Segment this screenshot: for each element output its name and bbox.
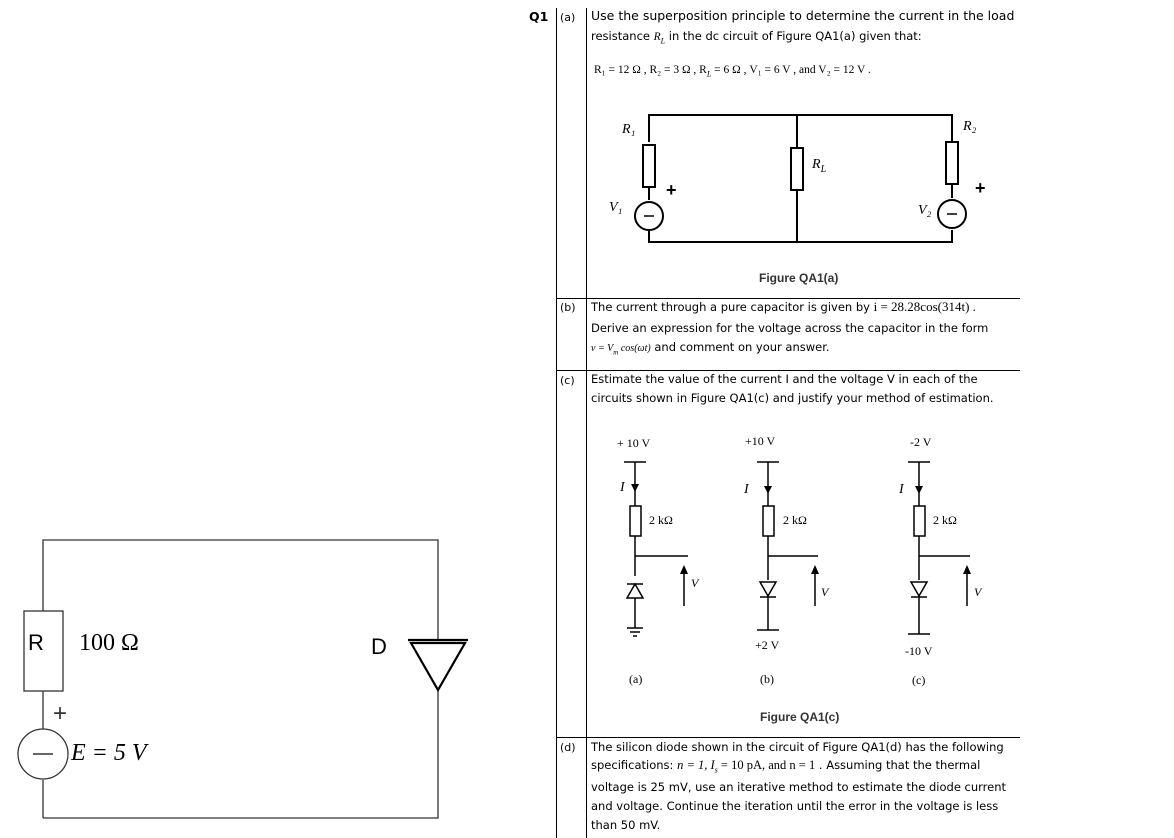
plus-sign-left: +: [666, 180, 677, 200]
question-number: Q1: [529, 9, 549, 24]
resistor-value: 100 Ω: [79, 630, 139, 656]
circuit-a-label: (a): [629, 672, 643, 686]
circuit-b-current: I: [744, 482, 749, 497]
voltage-form-sub: m: [613, 348, 619, 357]
circuit-c-supply: -2 V: [910, 435, 932, 449]
rl-symbol: R: [653, 31, 661, 43]
label-r2: R₂: [963, 119, 977, 134]
part-c-line1: Estimate the value of the current I and the voltage V in each of the: [591, 372, 978, 386]
circuit-b-label: (b): [760, 672, 774, 686]
part-d-label: (d): [560, 741, 576, 754]
label-v2: V₂: [918, 203, 932, 218]
plus-sign-right: +: [975, 178, 986, 198]
diode-spec-2: = 10 pA, and n = 1: [717, 758, 816, 772]
circuit-a-current: I: [620, 480, 625, 495]
part-d-line4: and voltage. Continue the iteration until the error in the voltage is less: [591, 799, 999, 813]
label-rl-sub: L: [820, 163, 827, 175]
label-r1: R₁: [622, 122, 636, 137]
part-b-line3-b: and comment on your answer.: [650, 340, 830, 354]
current-expression: i = 28.28cos(314t) .: [873, 299, 976, 314]
part-d-line2-b: . Assuming that the thermal: [815, 758, 981, 772]
part-a-line2-b: in the dc circuit of Figure QA1(a) given that:: [665, 29, 922, 43]
part-a-line1: Use the superposition principle to determine the current in the load: [591, 8, 1015, 23]
voltage-form: v = V: [591, 343, 614, 354]
circuit-b-bottom: +2 V: [755, 638, 780, 652]
rl-subscript: L: [660, 36, 666, 46]
diode-spec: n = 1, I: [677, 758, 715, 772]
source-plus: +: [53, 700, 68, 727]
circuit-a-voltage: V: [691, 576, 699, 590]
part-c-line2: circuits shown in Figure QA1(c) and justify your method of estimation.: [591, 391, 994, 405]
part-b-line2: Derive an expression for the voltage across the capacitor in the form: [591, 321, 989, 335]
diode-spec-sub: s: [714, 765, 718, 775]
circuit-c-current: I: [899, 482, 904, 497]
part-d-line3: voltage is 25 mV, use an iterative method to estimate the diode current: [591, 780, 1007, 794]
circuit-a-resistor: 2 kΩ: [649, 513, 673, 527]
part-b-line1-a: The current through a pure capacitor is given by: [591, 300, 874, 314]
given-values: R₁ = 12 Ω , R₂ = 3 Ω , R: [594, 64, 707, 76]
given-rest: = 6 Ω , V₁ = 6 V , and V₂ = 12 V .: [711, 64, 871, 76]
circuit-c-resistor: 2 kΩ: [933, 513, 957, 527]
voltage-form-2: cos(ωt): [618, 343, 651, 354]
circuit-c-bottom: -10 V: [905, 644, 933, 658]
part-d-line1: The silicon diode shown in the circuit of Figure QA1(d) has the following: [591, 740, 1004, 754]
part-a-label: (a): [560, 11, 576, 24]
circuit-b-voltage: V: [821, 585, 829, 599]
part-a-line2-a: resistance: [591, 29, 654, 43]
circuit-c-voltage: V: [974, 585, 982, 599]
resistor-letter: R: [28, 630, 44, 655]
circuit-a-supply: + 10 V: [617, 436, 651, 450]
part-d-line2-a: specifications:: [591, 758, 678, 772]
circuit-c-label: (c): [912, 673, 926, 687]
caption-qa1c: Figure QA1(c): [760, 710, 840, 724]
part-c-label: (c): [560, 374, 575, 387]
source-label: E = 5 V: [71, 740, 147, 766]
given-sub: L: [706, 69, 712, 79]
circuit-b-supply: +10 V: [745, 434, 776, 448]
label-rl-main: R: [812, 157, 821, 172]
part-d-line5: than 50 mV.: [591, 818, 661, 832]
part-b-label: (b): [560, 301, 576, 314]
circuit-b-resistor: 2 kΩ: [783, 513, 807, 527]
diode-letter: D: [371, 634, 387, 659]
label-v1: V₁: [609, 200, 623, 215]
caption-qa1a: Figure QA1(a): [759, 271, 839, 285]
